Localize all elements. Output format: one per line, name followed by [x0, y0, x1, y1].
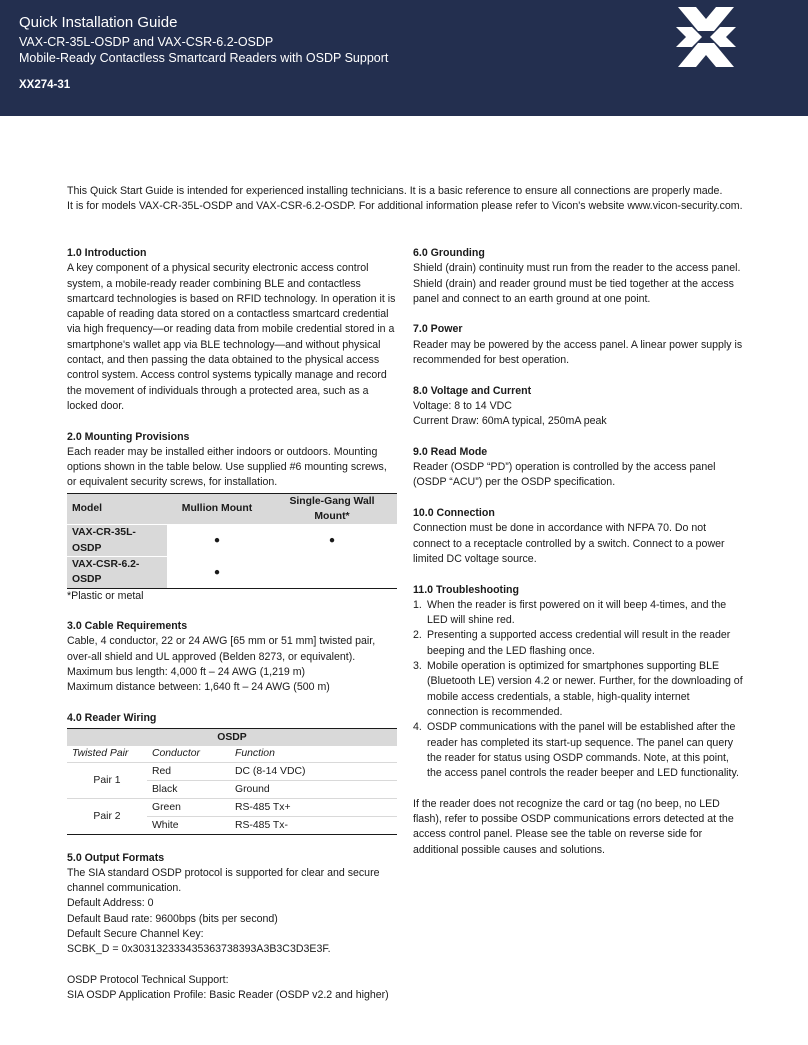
text-line: Mobile operation is optimized for smartphones supporting BLE: [427, 660, 720, 673]
text-line: Each reader may be installed either indoors or outdoors. Mounting: [67, 445, 378, 458]
section-heading: 8.0 Voltage and Current: [413, 384, 532, 397]
table-cell: ●: [167, 525, 267, 557]
mounting-table: [67, 493, 397, 589]
table-footnote: *Plastic or metal: [67, 589, 144, 602]
text-line: panel and connect to an earth ground at one point.: [413, 292, 651, 305]
section-voltage-current: [413, 384, 745, 430]
wiring-table: [67, 728, 397, 835]
text-line: Reader (OSDP “PD”) operation is controlled by the access panel: [413, 461, 716, 474]
section-heading: 1.0 Introduction: [67, 247, 147, 259]
text-line: A key component of a physical security electronic access control: [67, 262, 369, 275]
product-description: Mobile-Ready Contactless Smartcard Readers with OSDP Support: [19, 51, 389, 65]
section-grounding: [413, 246, 745, 307]
text-line: Shield (drain) and reader ground must be tied together at the access: [413, 277, 734, 290]
text-line: smartphone's wallet app via BLE technology—and without physical: [67, 338, 381, 351]
text-line: control system. Access control systems typically manage and record: [67, 369, 387, 382]
text-line: Maximum distance between: 1,640 ft – 24 AWG (500 m): [67, 681, 330, 694]
table-cell: [267, 556, 397, 588]
table-title: OSDP: [67, 729, 397, 746]
section-output-formats: [67, 851, 397, 958]
section-wiring: [67, 711, 397, 835]
text-line: Presenting a supported access credential will result in the reader: [427, 629, 731, 642]
table-cell: RS-485 Tx+: [230, 799, 397, 817]
table-cell: Black: [147, 781, 230, 799]
text-line: the reader for status using OSDP commands. Note, at this point,: [427, 751, 729, 764]
table-row: [67, 525, 397, 557]
text-line: over-all shield and UL approved (Belden 8273, or equivalent).: [67, 650, 356, 663]
section-body: [67, 973, 397, 1004]
text-line: beeping and the LED flashing once.: [427, 644, 595, 657]
text-line: SCBK_D = 0x303132333435363738393A3B3C3D3E3F.: [67, 943, 331, 956]
list-number: 3.: [413, 660, 422, 673]
text-line: (Bluetooth LE) version 4.2 or newer. Further, for the downloading of: [427, 675, 743, 688]
text-line: locked door.: [67, 399, 125, 412]
text-line: Current Draw: 60mA typical, 250mA peak: [413, 415, 607, 428]
section-body: [67, 866, 397, 958]
list-number: 1.: [413, 598, 422, 611]
table-cell: White: [147, 817, 230, 835]
text-line: via high frequency—or reading data from mobile credential stored in a: [67, 323, 395, 336]
list-number: 2.: [413, 629, 422, 642]
section-body: [413, 261, 745, 307]
section-cable: [67, 619, 397, 695]
section-mounting: [67, 430, 397, 604]
model-names: VAX-CR-35L-OSDP and VAX-CSR-6.2-OSDP: [19, 35, 274, 49]
table-header: Single-Gang Wall Mount*: [267, 493, 397, 525]
text-line: The SIA standard OSDP protocol is supported for clear and secure: [67, 866, 380, 879]
text-line: contact, and then passing the data obtained to the physical access: [67, 354, 380, 367]
section-read-mode: [413, 445, 745, 491]
section-body: [67, 261, 397, 414]
intro-text: [67, 184, 767, 215]
troubleshooting-list: [413, 598, 745, 782]
text-line: additional possible causes and solutions.: [413, 843, 605, 856]
section-heading: 2.0 Mounting Provisions: [67, 430, 190, 443]
text-line: recommended for best operation.: [413, 354, 570, 367]
text-line: flash), refer to possibe OSDP communications errors detected at the: [413, 812, 734, 825]
text-line: mobile access credentials, a stable, high-quality internet: [427, 690, 690, 703]
section-troubleshooting: [413, 583, 745, 782]
table-header: Function: [230, 746, 397, 763]
text-line: access control panel. Please see the table on reverse side for: [413, 828, 703, 841]
table-cell: DC (8-14 VDC): [230, 763, 397, 781]
right-column: [413, 246, 745, 873]
text-line: OSDP communications with the panel will be established after the: [427, 721, 736, 734]
text-line: Cable, 4 conductor, 22 or 24 AWG [65 mm or 51 mm] twisted pair,: [67, 635, 376, 648]
section-troubleshooting-note: [413, 797, 745, 858]
guide-title: Quick Installation Guide: [19, 14, 178, 31]
document-code: XX274-31: [19, 79, 71, 91]
section-heading: 7.0 Power: [413, 323, 463, 336]
intro-line: This Quick Start Guide is intended for experienced installing technicians. It is a basic reference to ensure all connections are properly made.: [67, 185, 723, 197]
table-cell: ●: [267, 525, 397, 557]
table-header-row: [67, 746, 397, 763]
table-cell: VAX-CR-35L-OSDP: [67, 525, 167, 557]
text-line: channel communication.: [67, 882, 182, 895]
text-line: Connection must be done in accordance with NFPA 70. Do not: [413, 522, 707, 535]
list-item: [413, 598, 745, 629]
section-body: [413, 399, 745, 430]
text-line: OSDP Protocol Technical Support:: [67, 973, 229, 986]
text-line: connection is recommended.: [427, 705, 563, 718]
table-header: Mullion Mount: [167, 493, 267, 525]
table-row: [67, 763, 397, 781]
text-line: If the reader does not recognize the card or tag (no beep, no LED: [413, 797, 720, 810]
table-cell: Red: [147, 763, 230, 781]
text-line: Voltage: 8 to 14 VDC: [413, 399, 512, 412]
section-heading: 10.0 Connection: [413, 507, 495, 520]
table-cell: Pair 1: [67, 763, 147, 799]
table-cell: ●: [167, 556, 267, 588]
text-line: connect to a receptacle controlled by a switch. Connect to a power: [413, 537, 725, 550]
text-line: LED will shine red.: [427, 614, 515, 627]
intro-line: It is for models VAX-CR-35L-OSDP and VAX-CSR-6.2-OSDP. For additional information please refer to Vicon's website www.vicon-security.com.: [67, 200, 743, 213]
section-body: [413, 338, 745, 369]
section-introduction: [67, 246, 397, 414]
table-header: Model: [67, 493, 167, 525]
text-line: SIA OSDP Application Profile: Basic Reader (OSDP v2.2 and higher): [67, 989, 389, 1002]
text-line: or equivalent security screws, for installation.: [67, 476, 278, 489]
section-body: [413, 460, 745, 491]
table-cell: VAX-CSR-6.2-OSDP: [67, 556, 167, 588]
section-body: [67, 634, 397, 695]
table-cell: RS-485 Tx-: [230, 817, 397, 835]
left-column: [67, 246, 397, 1019]
section-body: [67, 445, 397, 491]
table-header: Conductor: [147, 746, 230, 763]
section-power: [413, 322, 745, 368]
text-line: Default Secure Channel Key:: [67, 927, 204, 940]
text-line: options shown in the table below. Use supplied #6 mounting screws,: [67, 461, 387, 474]
section-heading: 4.0 Reader Wiring: [67, 711, 157, 724]
section-body: [413, 797, 745, 858]
list-item: [413, 720, 745, 781]
header-band: [0, 0, 808, 116]
section-heading: 5.0 Output Formats: [67, 851, 165, 864]
vicon-logo-icon: [674, 5, 738, 69]
text-line: Default Address: 0: [67, 897, 154, 910]
text-line: the access panel controls the reader beeper and LED functionality.: [427, 767, 739, 780]
text-line: Shield (drain) continuity must run from the reader to the access panel.: [413, 262, 741, 275]
table-header-row: [67, 493, 397, 525]
text-line: the movement of individuals through a protected area, such as a: [67, 384, 369, 397]
text-line: Default Baud rate: 9600bps (bits per second): [67, 912, 278, 925]
list-item: [413, 628, 745, 659]
list-number: 4.: [413, 721, 422, 734]
table-title-row: [67, 729, 397, 746]
section-heading: 6.0 Grounding: [413, 247, 485, 259]
text-line: When the reader is first powered on it will beep 4-times, and the: [427, 598, 727, 611]
section-heading: 3.0 Cable Requirements: [67, 620, 188, 633]
text-line: system, a mobile-ready reader combining BLE and contactless: [67, 277, 361, 290]
section-body: [413, 521, 745, 567]
text-line: Reader may be powered by the access panel. A linear power supply is: [413, 338, 743, 351]
list-item: [413, 659, 745, 720]
table-cell: Green: [147, 799, 230, 817]
section-osdp-support: [67, 973, 397, 1004]
table-header: Twisted Pair: [67, 746, 147, 763]
table-row: [67, 556, 397, 588]
text-line: reader has completed its start-up sequence. The panel can query: [427, 736, 734, 749]
section-connection: [413, 506, 745, 567]
text-line: (OSDP “ACU”) per the OSDP specification.: [413, 476, 616, 489]
table-cell: Pair 2: [67, 799, 147, 835]
text-line: smartcard technologies is based on RFID technology. In operation it is: [67, 292, 396, 305]
section-heading: 11.0 Troubleshooting: [413, 583, 519, 596]
text-line: capable of reading data stored on a contactless smartcard credential: [67, 308, 389, 321]
table-cell: Ground: [230, 781, 397, 799]
text-line: limited DC voltage source.: [413, 552, 537, 565]
table-row: [67, 799, 397, 817]
section-heading: 9.0 Read Mode: [413, 445, 488, 458]
text-line: Maximum bus length: 4,000 ft – 24 AWG (1,219 m): [67, 666, 306, 679]
